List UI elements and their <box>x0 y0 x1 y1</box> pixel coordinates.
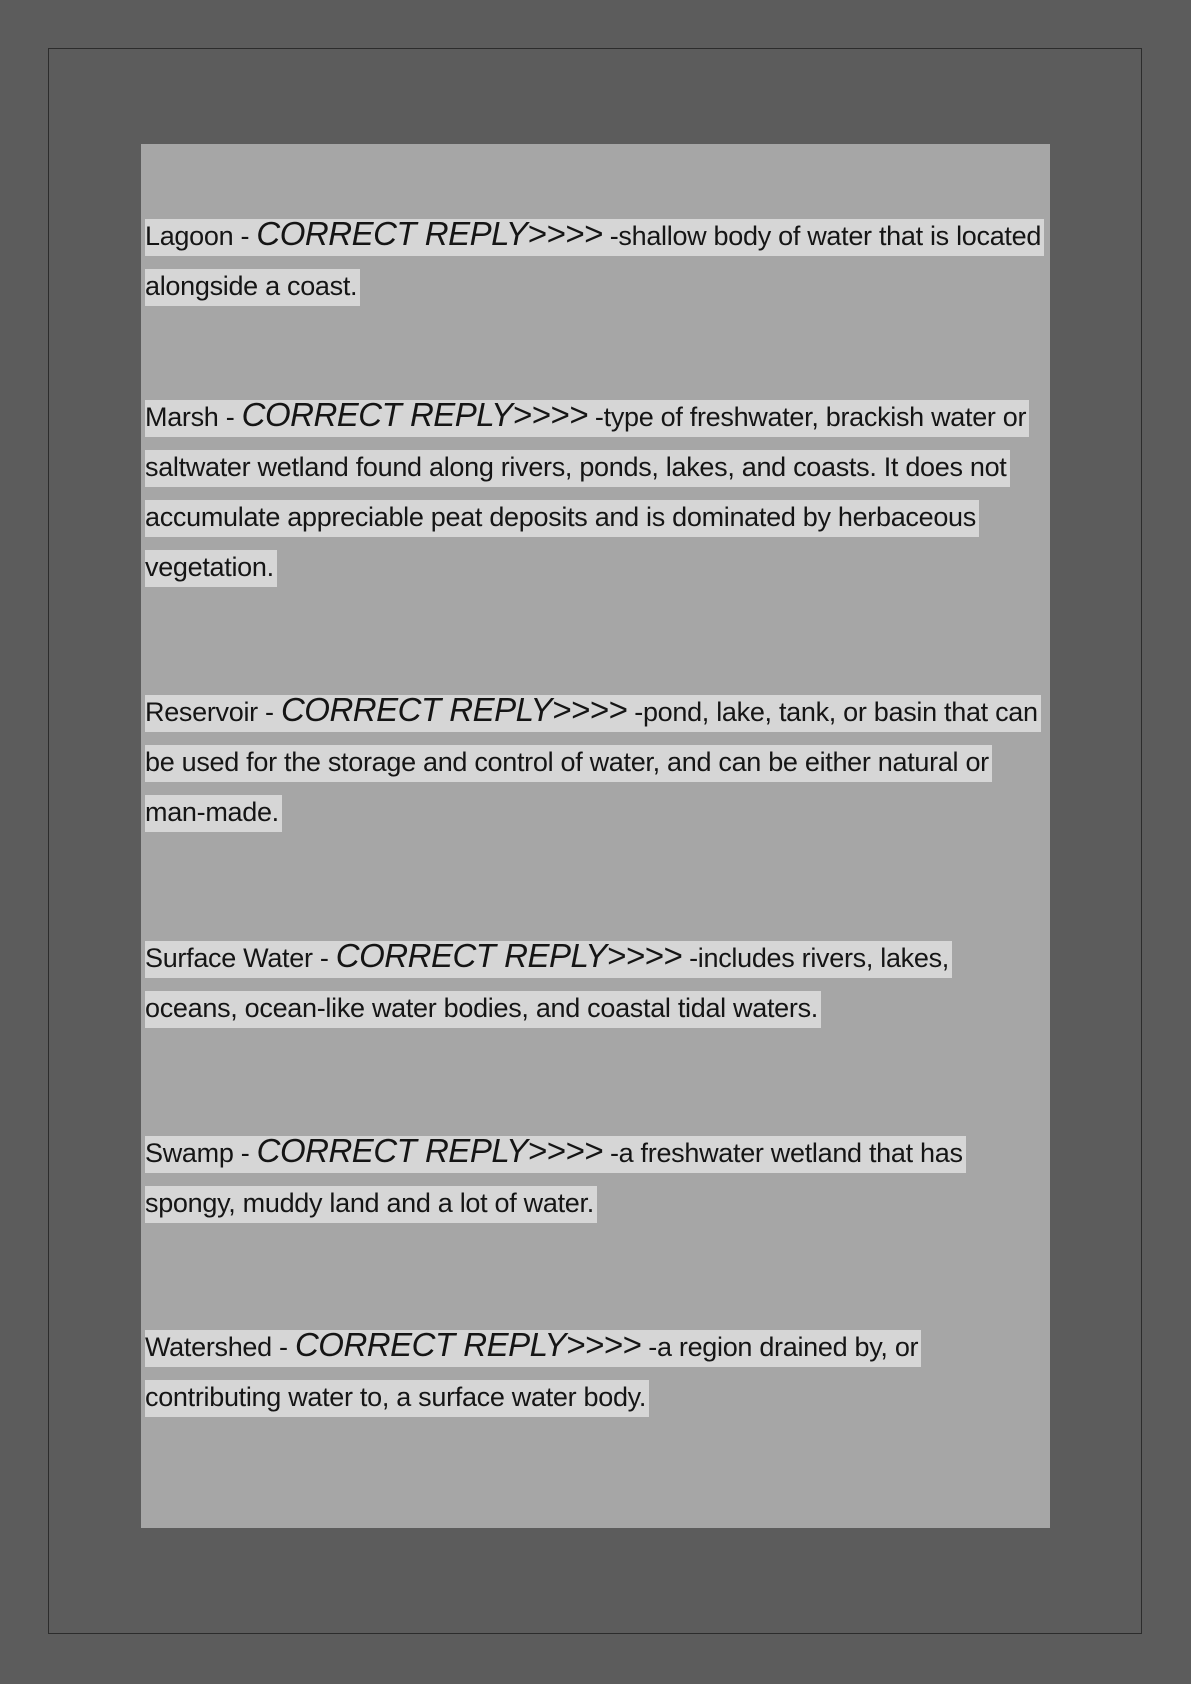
entry-definition: -pond, lake, tank, or basin that can be used for the storage and control of water, and can be either natural or man-made. <box>145 697 1038 827</box>
entry-term: Swamp <box>145 1138 234 1168</box>
entry-answer: CORRECT REPLY>>>> <box>241 396 588 433</box>
entry-definition: -includes rivers, lakes, oceans, ocean-like water bodies, and coastal tidal waters. <box>145 943 949 1023</box>
entry-separator: - <box>257 697 281 727</box>
entry-definition: -type of freshwater, brackish water or saltwater wetland found along rivers, ponds, lakes, and coasts. It does not accumulate appreciable peat deposits and is dominated by herbaceous vegetation. <box>145 402 1027 582</box>
entry-lagoon <box>145 209 1047 311</box>
entry-term: Surface Water <box>145 943 313 973</box>
entry-separator: - <box>233 1138 257 1168</box>
entry-term: Marsh <box>145 402 219 432</box>
entry-term: Lagoon <box>145 221 234 251</box>
entry-separator: - <box>218 402 242 432</box>
entry-definition: -a region drained by, or contributing water to, a surface water body. <box>145 1332 919 1412</box>
entry-term: Reservoir <box>145 697 258 727</box>
entry-answer: CORRECT REPLY>>>> <box>335 937 682 974</box>
entry-reservoir <box>145 685 1047 837</box>
entry-marsh <box>145 390 1047 592</box>
entry-surface-water <box>145 931 1047 1033</box>
entry-swamp <box>145 1126 1047 1228</box>
entry-answer: CORRECT REPLY>>>> <box>256 215 603 252</box>
entry-answer: CORRECT REPLY>>>> <box>294 1326 642 1363</box>
entry-definition: -shallow body of water that is located alongside a coast. <box>145 221 1042 301</box>
entry-separator: - <box>312 943 336 973</box>
entry-separator: - <box>233 221 257 251</box>
entry-answer: CORRECT REPLY>>>> <box>256 1132 603 1169</box>
entry-answer: CORRECT REPLY>>>> <box>280 691 628 728</box>
document-page <box>141 144 1050 1528</box>
entry-watershed <box>145 1320 1047 1422</box>
entry-separator: - <box>271 1332 295 1362</box>
entry-definition: -a freshwater wetland that has spongy, muddy land and a lot of water. <box>145 1138 963 1218</box>
entry-term: Watershed <box>145 1332 272 1362</box>
